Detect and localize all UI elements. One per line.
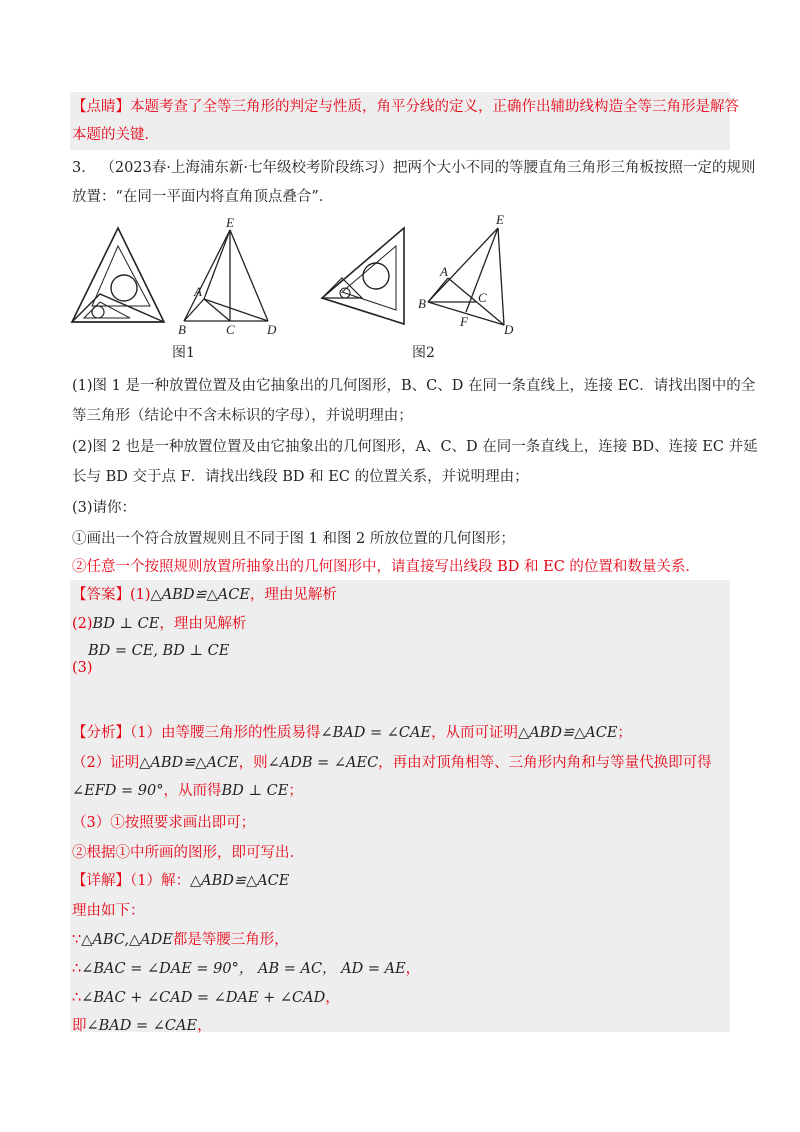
question-3-line-3: ②任意一个按照规则放置所抽象出的几何图形中，请直接写出线段 BD 和 EC 的位置和数量关系． — [72, 559, 700, 575]
analysis-text: ； — [288, 783, 303, 799]
fig1-label-A: A — [194, 284, 202, 299]
note-text-2: 本题的关键． — [72, 127, 159, 143]
detail-text: （1）解： — [130, 873, 190, 889]
question-2-line-1: (2)图 2 也是一种放置位置及由它抽象出的几何图形，A、C、D 在同一条直线上，连接 BD、连接 EC 并延 — [72, 439, 758, 455]
detail-symbol: ∴ — [72, 961, 82, 977]
detail-symbol: ∵ — [72, 932, 82, 948]
analysis-text: ，则 — [238, 755, 268, 771]
detail-math: ∠BAC + ∠CAD = ∠DAE + ∠CAD — [81, 990, 326, 1006]
detail-text: 都是等腰三角形， — [172, 932, 289, 948]
detail-tag: 【详解】 — [72, 873, 130, 889]
fig1-label-D: D — [267, 322, 277, 336]
note-line-2 — [72, 124, 159, 146]
analysis-math: ∠BAD = ∠CAE — [320, 725, 432, 741]
detail-math: ∠BAC = ∠DAE = 90°， AB = AC， AD = AE — [81, 961, 406, 977]
detail-line-3 — [72, 929, 289, 951]
answer-3-prefix: (3) — [72, 660, 93, 676]
analysis-line-3 — [72, 780, 303, 802]
note-line-1 — [72, 96, 739, 118]
detail-math: △ABD≌△ACE — [189, 873, 290, 889]
analysis-text: ； — [617, 725, 632, 741]
detail-symbol: 即 — [72, 1018, 87, 1034]
answer-line-3-math — [88, 640, 229, 662]
figure-1-photo — [70, 226, 170, 326]
analysis-text: ，从而可证明 — [431, 725, 519, 741]
detail-math: ∠BAD = ∠CAE — [86, 1018, 198, 1034]
detail-text: ， — [197, 1018, 212, 1034]
analysis-text: （1）由等腰三角形的性质易得 — [130, 725, 321, 741]
fig2-label-C: C — [478, 290, 487, 305]
note-tag: 【点睛】 — [72, 99, 130, 115]
problem-intro-line-2 — [72, 186, 333, 208]
analysis-math: △ABD≌△ACE — [139, 755, 239, 771]
figure-1-diagram — [172, 216, 287, 336]
answer-tag: 【答案】 — [72, 587, 130, 603]
analysis-line-2 — [72, 752, 712, 774]
analysis-line-4: （3）①按照要求画出即可； — [72, 815, 256, 831]
analysis-math: ∠EFD = 90° — [72, 783, 164, 799]
detail-symbol: ∴ — [72, 990, 82, 1006]
fig1-label-C: C — [226, 322, 235, 336]
answer-1-text: ，理由见解析 — [249, 587, 337, 603]
problem-number: 3． — [72, 160, 96, 176]
figure-2-diagram — [416, 210, 526, 340]
fig2-label-B: B — [418, 296, 426, 311]
analysis-line-5: ②根据①中所画的图形，即可写出． — [72, 845, 304, 861]
question-1-line-2: 等三角形（结论中不含未标识的字母），并说明理由； — [72, 408, 413, 424]
answer-line-3 — [72, 657, 93, 679]
fig2-label-E: E — [496, 212, 504, 227]
answer-3-math: BD = CE, BD ⊥ CE — [88, 643, 230, 659]
detail-text: ， — [325, 990, 340, 1006]
fig1-label-B: B — [178, 322, 186, 336]
answer-2-math: BD ⊥ CE — [92, 616, 160, 632]
detail-math: △ABC,△ADE — [81, 932, 173, 948]
figure-1-caption: 图1 — [172, 345, 195, 361]
analysis-text: ，从而得 — [163, 783, 222, 799]
answer-1-math: △ABD≌△ACE — [150, 587, 250, 603]
analysis-math: ∠ADB = ∠AEC — [267, 755, 379, 771]
fig2-label-F: F — [460, 314, 468, 329]
question-3-line-1: (3)请你： — [72, 500, 137, 516]
analysis-text: ，再由对顶角相等、三角形内角和与等量代换即可得 — [378, 755, 712, 771]
figure-2-photo — [320, 226, 410, 326]
note-text-1: 本题考查了全等三角形的判定与性质，角平分线的定义，正确作出辅助线构造全等三角形是解答 — [130, 99, 739, 115]
analysis-text: （2）证明 — [72, 755, 140, 771]
analysis-line-1 — [72, 722, 632, 744]
detail-line-1 — [72, 870, 289, 892]
detail-line-5 — [72, 987, 340, 1009]
question-1-line-1: (1)图 1 是一种放置位置及由它抽象出的几何图形，B、C、D 在同一条直线上，连接 EC．请找出图中的全 — [72, 378, 756, 394]
problem-intro-line-1 — [72, 157, 755, 179]
fig1-label-E: E — [226, 216, 234, 230]
answer-line-2 — [72, 613, 246, 635]
analysis-math: △ABD≌△ACE — [518, 725, 618, 741]
answer-2-text: ，理由见解析 — [159, 616, 247, 632]
problem-source: （2023春·上海浦东新·七年级校考阶段练习） — [100, 160, 393, 176]
analysis-tag: 【分析】 — [72, 725, 130, 741]
detail-text: ， — [405, 961, 421, 977]
fig2-label-D: D — [504, 322, 514, 337]
detail-line-4 — [72, 958, 420, 980]
detail-line-2: 理由如下： — [72, 903, 145, 919]
problem-intro-2: 放置：“在同一平面内将直角顶点叠合”． — [72, 189, 334, 205]
detail-line-6 — [72, 1015, 212, 1037]
problem-intro-1: 把两个大小不同的等腰直角三角形三角板按照一定的规则 — [392, 160, 756, 176]
answer-1-prefix: (1) — [130, 587, 151, 603]
fig2-label-A: A — [440, 264, 448, 279]
question-3-line-2: ①画出一个符合放置规则且不同于图 1 和图 2 所放位置的几何图形； — [72, 531, 515, 547]
question-2-line-2: 长与 BD 交于点 F．请找出线段 BD 和 EC 的位置关系，并说明理由； — [72, 469, 529, 485]
answer-2-prefix: (2) — [72, 616, 93, 632]
analysis-math: BD ⊥ CE — [221, 783, 289, 799]
answer-line-1 — [72, 584, 337, 606]
figure-2-caption: 图2 — [412, 345, 435, 361]
